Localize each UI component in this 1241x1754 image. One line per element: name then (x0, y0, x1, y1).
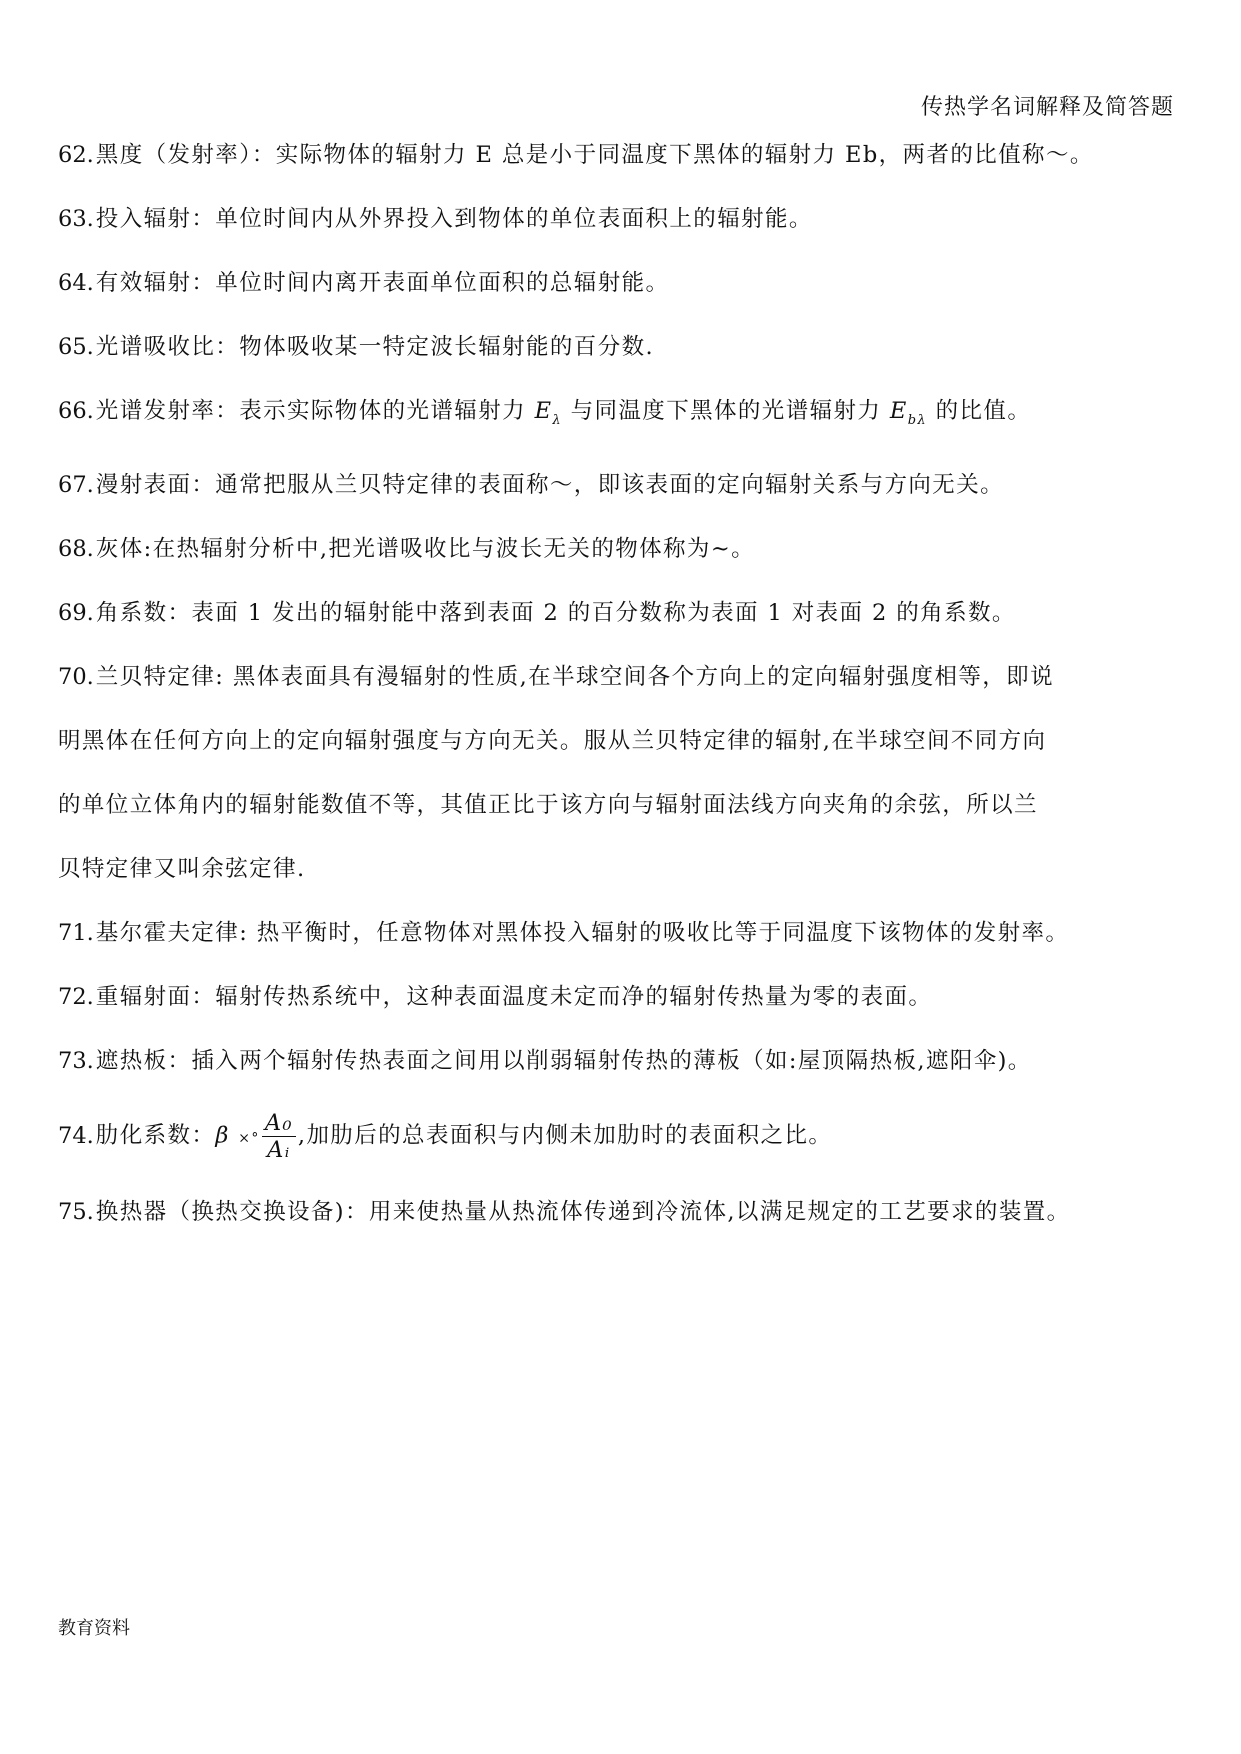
entry-70 (58, 662, 1186, 884)
entry-75 (58, 1197, 1186, 1227)
entry-text: 光谱吸收比：物体吸收某一特定波长辐射能的百分数. (95, 334, 655, 360)
entry-number: 70. (58, 664, 94, 690)
entry-number: 63. (58, 206, 94, 232)
entry-number: 69. (58, 600, 94, 626)
entry-number: 74. (58, 1122, 94, 1149)
entry-number: 65. (58, 334, 94, 360)
entry-number: 72. (58, 984, 94, 1010)
entry-number: 67. (58, 472, 94, 498)
entry-text-part-a: 肋化系数： (95, 1122, 216, 1149)
page-footer: 教育资料 (58, 1618, 130, 1639)
entry-62 (58, 140, 1186, 170)
entry-line: 70.兰贝特定律: 黑体表面具有漫辐射的性质,在半球空间各个方向上的定向辐射强度相等，即说 (58, 664, 1054, 690)
entry-text: 换热器（换热交换设备)：用来使热量从热流体传递到冷流体,以满足规定的工艺要求的装置。 (95, 1199, 1071, 1225)
equation-sign: ×° (238, 1130, 260, 1147)
entry-line: 明黑体在任何方向上的定向辐射强度与方向无关。服从兰贝特定律的辐射,在半球空间不同方向 (58, 728, 1047, 754)
entry-text: 漫射表面：通常把服从兰贝特定律的表面称～，即该表面的定向辐射关系与方向无关。 (95, 472, 1004, 498)
entry-text-part-b: ,加肋后的总表面积与内侧未加肋时的表面积之比。 (297, 1122, 833, 1149)
entry-number: 68. (58, 536, 94, 562)
symbol-beta: β (215, 1122, 230, 1149)
entry-69 (58, 598, 1186, 628)
entry-64 (58, 268, 1186, 298)
entry-68 (58, 534, 1186, 564)
entry-text: 基尔霍夫定律: 热平衡时，任意物体对黑体投入辐射的吸收比等于同温度下该物体的发射率。 (95, 920, 1070, 946)
entry-text: 遮热板：插入两个辐射传热表面之间用以削弱辐射传热的薄板（如:屋顶隔热板,遮阳伞)。 (95, 1048, 1032, 1074)
symbol-e-lambda: $E_\lambda$ (534, 398, 563, 428)
entry-line: 的单位立体角内的辐射能数值不等，其值正比于该方向与辐射面法线方向夹角的余弦，所以兰 (58, 792, 1038, 818)
entry-74 (58, 1110, 1186, 1163)
entry-67 (58, 470, 1186, 500)
entry-63 (58, 204, 1186, 234)
entry-text-part-b: 与同温度下黑体的光谱辐射力 (570, 398, 882, 424)
entry-number: 73. (58, 1048, 94, 1074)
definition-list (58, 140, 1186, 1227)
entry-number: 64. (58, 270, 94, 296)
symbol-e-b-lambda: $E_{b\lambda}$ (889, 398, 928, 428)
entry-73 (58, 1046, 1186, 1076)
entry-71 (58, 918, 1186, 948)
entry-number: 66. (58, 398, 94, 424)
entry-number: 75. (58, 1199, 94, 1225)
entry-text: 角系数：表面 1 发出的辐射能中落到表面 2 的百分数称为表面 1 对表面 2 的角系数。 (95, 600, 1016, 626)
entry-number: 62. (58, 142, 94, 168)
entry-text: 重辐射面：辐射传热系统中，这种表面温度未定而净的辐射传热量为零的表面。 (95, 984, 933, 1010)
fraction-a0-over-ai: $\frac{\text{A₀}}{\text{Aᵢ}}$ (262, 1110, 296, 1163)
entry-text: 黑度（发射率）：实际物体的辐射力 E 总是小于同温度下黑体的辐射力 Eb，两者的比值称～。 (95, 142, 1094, 168)
page-header-title: 传热学名词解释及简答题 (920, 95, 1174, 120)
entry-text-part-c: 的比值。 (935, 398, 1032, 424)
entry-65 (58, 332, 1186, 362)
entry-text: 灰体:在热辐射分析中,把光谱吸收比与波长无关的物体称为~。 (95, 536, 755, 562)
entry-66 (58, 396, 1186, 436)
entry-text-part-a: 光谱发射率：表示实际物体的光谱辐射力 (95, 398, 526, 424)
entry-line: 贝特定律又叫余弦定律. (58, 856, 306, 882)
entry-text: 有效辐射：单位时间内离开表面单位面积的总辐射能。 (95, 270, 670, 296)
entry-72 (58, 982, 1186, 1012)
entry-number: 71. (58, 920, 94, 946)
entry-text: 投入辐射：单位时间内从外界投入到物体的单位表面积上的辐射能。 (95, 206, 813, 232)
